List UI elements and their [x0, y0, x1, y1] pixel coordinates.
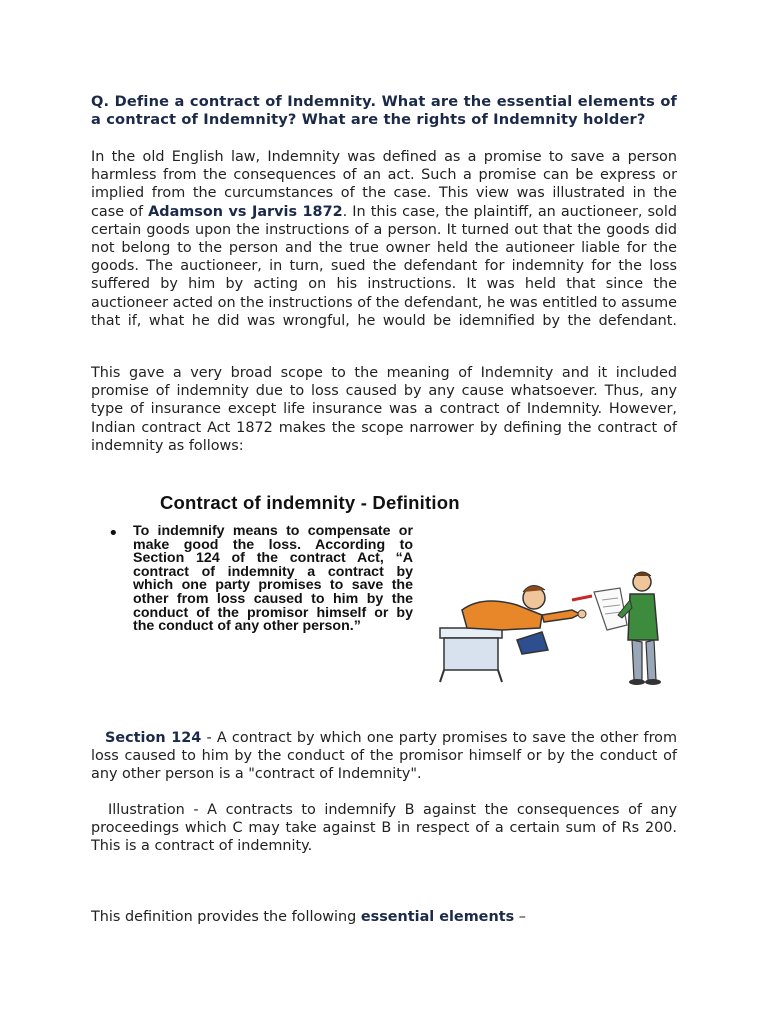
paragraph-history — [91, 148, 677, 330]
paragraph-section-124 — [91, 729, 677, 784]
paragraph-history-text-cont: . In this case, the plaintiff, an auctioneer, sold certain goods upon the instructions of a person. It turned out that the goods did not belong to the person and the true owner held the autioneer liable for the goods. The auctioneer, in turn, sued the defendant for indemnity for the loss suffered by him by acting on his instructions. It was held that since the auctioneer acted on the instructions of the defendant, he was entitled to assume that if, what he did was wrongful, he would be idemnified by the defendant. — [91, 203, 677, 329]
paragraph-essentials — [91, 908, 677, 926]
illustration-text: Illustration - A contracts to indemnify B against the consequences of any proceedings which C may take against B in respect of a certain sum of Rs 200. This is a contract of indemnity. — [91, 802, 677, 855]
slide-definition-text — [133, 525, 413, 634]
case-name: Adamson vs Jarvis 1872 — [148, 203, 343, 220]
slide-text-bold: “A contract of indemnity a contract by which one party promises to save the other from loss caused to him by the conduct of the promisor himself or by the conduct of any other person.” — [133, 550, 413, 635]
section-text: - A contract by which one party promises to save the other from loss caused to him by the conduct of the promisor himself or by the conduct of any other person is a "contract of Indemnity". — [91, 730, 677, 783]
question-heading: Q. Define a contract of Indemnity. What are the essential elements of a contract of Indemnity? What are the rights of Indemnity holder? — [91, 93, 677, 128]
essentials-bold: essential elements — [360, 909, 515, 925]
definition-slide-image — [100, 480, 670, 700]
paragraph-history-text: In the old English law, Indemnity was defined as a promise to save a person harmless from the consequences of an act. Such a promise can be express or implied from the curcumstances of the case. This view was illustrated in the case of — [91, 149, 677, 220]
cartoon-illustration-icon — [422, 570, 667, 690]
bullet-icon: • — [108, 523, 119, 544]
section-label: Section 124 — [105, 730, 202, 746]
essentials-dash: – — [514, 909, 526, 925]
slide-title: Contract of indemnity - Definition — [160, 492, 460, 513]
paragraph-illustration — [91, 801, 677, 856]
slide-text-plain: To indemnify means to compensate or make good the loss. According to Section 124 of the contract Act, — [133, 523, 413, 567]
paragraph-scope: This gave a very broad scope to the meaning of Indemnity and it included promise of indemnity due to loss caused by any cause whatsoever. Thus, any type of insurance except life insurance was a contract of Indemnity. However, Indian contract Act 1872 makes the scope narrower by defining the contract of indemnity as follows: — [91, 365, 677, 454]
essentials-text: This definition provides the following — [91, 909, 361, 925]
